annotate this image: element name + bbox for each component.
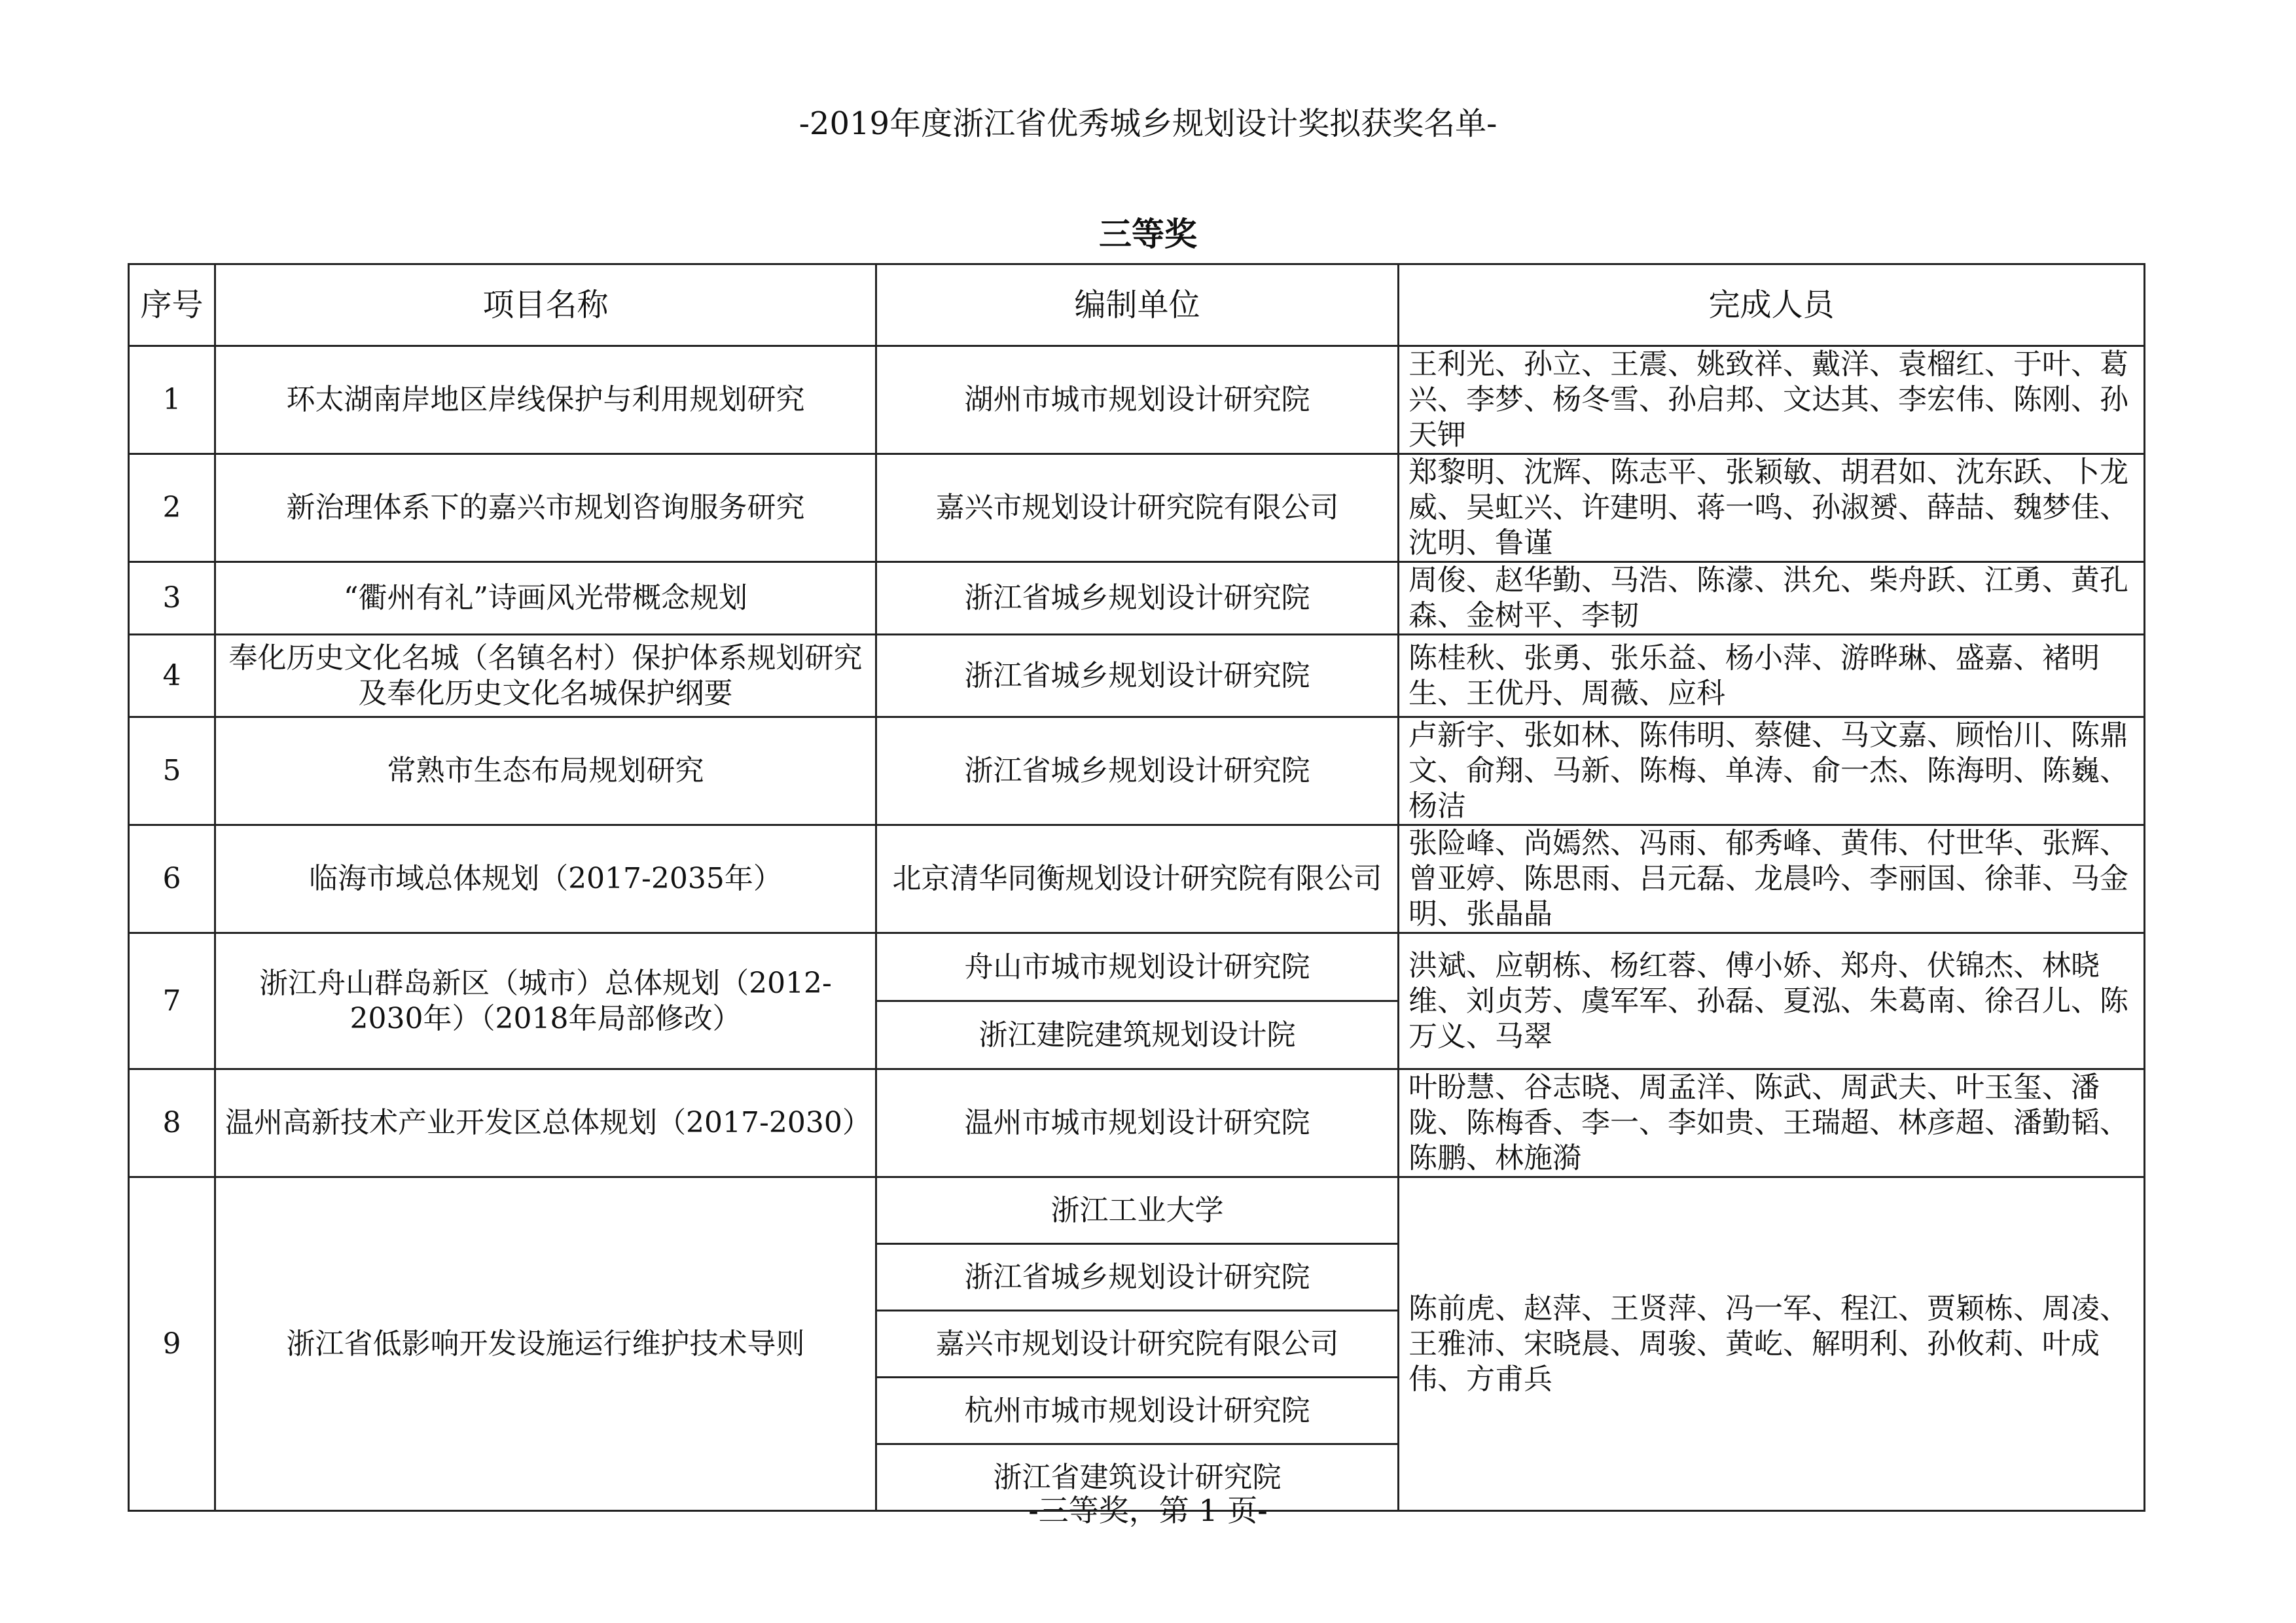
document-title: -2019年度浙江省优秀城乡规划设计奖拟获奖名单-	[798, 105, 1498, 142]
project-name: 浙江省低影响开发设施运行维护技术导则	[215, 1177, 876, 1511]
organization: 浙江省城乡规划设计研究院	[876, 717, 1399, 825]
team-members: 王利光、孙立、王震、姚致祥、戴洋、袁榴红、于叶、葛兴、李梦、杨冬雪、孙启邦、文达其、李宏伟、陈刚、孙天钾	[1399, 346, 2145, 454]
team-members: 郑黎明、沈辉、陈志平、张颖敏、胡君如、沈东跃、卜龙威、吴虹兴、许建明、蒋一鸣、孙淑赟、薛喆、魏梦佳、沈明、鲁谨	[1399, 454, 2145, 562]
table-row	[129, 346, 2145, 454]
team-members: 卢新宇、张如林、陈伟明、蔡健、马文嘉、顾怡川、陈鼎文、俞翔、马新、陈梅、单涛、俞一杰、陈海明、陈巍、杨洁	[1399, 717, 2145, 825]
row-number: 5	[129, 717, 215, 825]
team-members: 周俊、赵华勤、马浩、陈濛、洪允、柴舟跃、江勇、黄孔森、金树平、李韧	[1399, 562, 2145, 635]
organization: 嘉兴市规划设计研究院有限公司	[876, 454, 1399, 562]
page-footer: -三等奖，第 1 页-	[1028, 1493, 1268, 1528]
organization: 杭州市城市规划设计研究院	[876, 1378, 1399, 1444]
header-project: 项目名称	[215, 264, 876, 346]
organization: 浙江工业大学	[876, 1177, 1399, 1244]
table-row	[129, 717, 2145, 825]
table-row	[129, 825, 2145, 933]
project-name: 奉化历史文化名城（名镇名村）保护体系规划研究及奉化历史文化名城保护纲要	[215, 635, 876, 717]
project-name: 常熟市生态布局规划研究	[215, 717, 876, 825]
team-members: 张险峰、尚嫣然、冯雨、郁秀峰、黄伟、付世华、张辉、曾亚婷、陈思雨、吕元磊、龙晨吟、李丽国、徐菲、马金明、张晶晶	[1399, 825, 2145, 933]
organization: 浙江省城乡规划设计研究院	[876, 562, 1399, 635]
team-members: 叶盼慧、谷志晓、周孟洋、陈武、周武夫、叶玉玺、潘陇、陈梅香、李一、李如贵、王瑞超、林彦超、潘勤韬、陈鹏、林施漪	[1399, 1069, 2145, 1177]
organization: 浙江建院建筑规划设计院	[876, 1001, 1399, 1069]
project-name: 临海市域总体规划（2017-2035年）	[215, 825, 876, 933]
project-name: 环太湖南岸地区岸线保护与利用规划研究	[215, 346, 876, 454]
project-name: 温州高新技术产业开发区总体规划（2017-2030）	[215, 1069, 876, 1177]
header-unit: 编制单位	[876, 264, 1399, 346]
row-number: 1	[129, 346, 215, 454]
organization: 浙江省建筑设计研究院	[876, 1444, 1399, 1511]
organization: 舟山市城市规划设计研究院	[876, 933, 1399, 1001]
project-name: “衢州有礼”诗画风光带概念规划	[215, 562, 876, 635]
team-members: 陈前虎、赵萍、王贤萍、冯一军、程江、贾颖栋、周凌、王雅沛、宋晓晨、周骏、黄屹、解明利、孙攸莉、叶成伟、方甫兵	[1399, 1177, 2145, 1511]
row-number: 9	[129, 1177, 215, 1511]
project-name: 浙江舟山群岛新区（城市）总体规划（2012-2030年）（2018年局部修改）	[215, 933, 876, 1069]
organization: 浙江省城乡规划设计研究院	[876, 635, 1399, 717]
organization: 温州市城市规划设计研究院	[876, 1069, 1399, 1177]
organization: 嘉兴市规划设计研究院有限公司	[876, 1311, 1399, 1378]
table-row	[129, 933, 2145, 1001]
row-number: 3	[129, 562, 215, 635]
table-row	[129, 1069, 2145, 1177]
team-members: 洪斌、应朝栋、杨红蓉、傅小娇、郑舟、伏锦杰、林晓维、刘贞芳、虞军军、孙磊、夏泓、朱葛南、徐召儿、陈万义、马翠	[1399, 933, 2145, 1069]
table-row	[129, 635, 2145, 717]
organization: 湖州市城市规划设计研究院	[876, 346, 1399, 454]
organization: 北京清华同衡规划设计研究院有限公司	[876, 825, 1399, 933]
table-row	[129, 454, 2145, 562]
table-row	[129, 562, 2145, 635]
award-table	[128, 263, 2145, 1512]
row-number: 6	[129, 825, 215, 933]
table-header-row	[129, 264, 2145, 346]
header-num: 序号	[129, 264, 215, 346]
project-name: 新治理体系下的嘉兴市规划咨询服务研究	[215, 454, 876, 562]
row-number: 8	[129, 1069, 215, 1177]
table-row	[129, 1177, 2145, 1244]
row-number: 4	[129, 635, 215, 717]
section-title: 三等奖	[1099, 215, 1197, 253]
team-members: 陈桂秋、张勇、张乐益、杨小萍、游晔琳、盛嘉、褚明生、王优丹、周薇、应科	[1399, 635, 2145, 717]
row-number: 7	[129, 933, 215, 1069]
row-number: 2	[129, 454, 215, 562]
organization: 浙江省城乡规划设计研究院	[876, 1244, 1399, 1311]
header-people: 完成人员	[1399, 264, 2145, 346]
